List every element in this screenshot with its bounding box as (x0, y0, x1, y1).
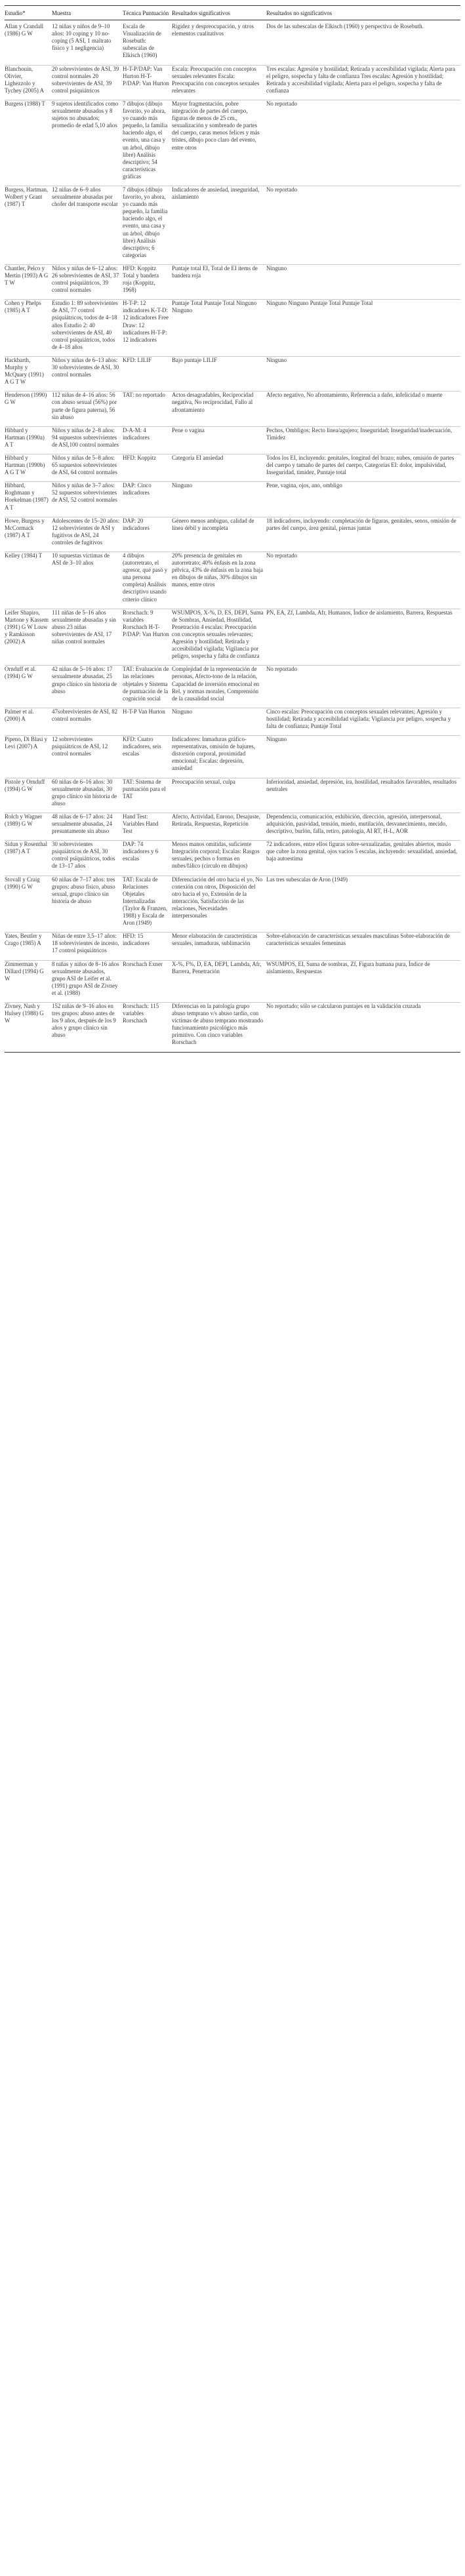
cell-estudio: Hibbard y Hartman (1990b) A G T W (5, 454, 52, 481)
cell-significativos: Escala: Preocupación con conceptos sexuales relevantes Escala: Preocupación con conceptos sexuales relevantes (172, 65, 266, 100)
cell-significativos: Actos desagradables, Reciprocidad negativa, No reciprocidad, Fallo al afrontamiento (172, 392, 266, 426)
cell-estudio: Kelley (1984) T (5, 552, 52, 609)
cell-tecnica: DAP: Cinco indicadores (123, 482, 172, 517)
cell-significativos: Diferencias en la patología grupo abuso temprano v/s abuso tardío, con víctimas de abuso temprano mostrando funcionamiento psicológico más primitivo. Con cinco variables Rorschach (172, 1002, 266, 1052)
table-row (5, 875, 460, 933)
cell-no-significativos: Inferioridad, ansiedad, depresión, ira, hostilidad, resultados favorables, resultados neutrales (266, 778, 460, 813)
table-row (5, 186, 460, 264)
cell-estudio: Yates, Beutler y Crago (1985) A (5, 933, 52, 960)
cell-estudio: Hackbarth, Murphy y McQuary (1991) A G T W (5, 356, 52, 391)
cell-muestra: Niños y niñas de 3–7 años: 52 supuestos sobrevivientes de ASI, 52 control normales (52, 482, 123, 517)
cell-estudio: Ornduff et al. (1994) G W (5, 666, 52, 708)
cell-estudio: Blanchouin, Olivier, Lighezzolo y Tychey (2005) A (5, 65, 52, 100)
cell-muestra: Adolescentes de 15–20 años: 12 sobrevivientes de ASI y fugitivos de ASI, 24 controles de fugitivos (52, 517, 123, 552)
cell-significativos: Puntaje Total Puntaje Total Ninguno Ninguno (172, 300, 266, 357)
cell-tecnica: Rorschach: 9 variables Rorschach H-T-P/DAP: Van Hurton (123, 609, 172, 666)
cell-no-significativos: Cinco escalas: Preocupación con conceptos sexuales relevantes; Agresión y hostilidad; Retirada y accesibilidad vigilada; Vigilancia por peligro, sospecha y falta de confianza; Puntaje Total (266, 708, 460, 735)
table-row (5, 813, 460, 840)
cell-estudio: Zimmerman y Dillard (1994) G W (5, 960, 52, 1002)
cell-significativos: Afecto, Actividad, Enrono, Desajuste, Retirada, Respuestas, Repetición (172, 813, 266, 840)
cell-estudio: Stovall y Craig (1990) G W (5, 875, 52, 933)
cell-no-significativos: Ninguno (266, 356, 460, 391)
cell-no-significativos: Todos los EI, incluyendo: genitales, longitud del brazo; nubes, omisión de partes del cuerpo y tamaño de partes del cuerpo, Categorías EI: dolor, impulsividad, Inseguridad, timidez, Puntaje total (266, 454, 460, 481)
table-row (5, 708, 460, 735)
cell-tecnica: DAP: 74 indicadores y 6 escalas (123, 841, 172, 875)
cell-muestra: 112 niñas de 4–16 años: 56 con abuso sexual (56%) por parte de figura paterna), 56 sin abuso (52, 392, 123, 426)
header-no-significativos: Resultados no significativos (266, 6, 460, 20)
cell-significativos: Rigidez y despreocupación, y otros elementos cualitativos (172, 20, 266, 65)
cell-estudio: Sidun y Rosenthal (1987) A T (5, 841, 52, 875)
cell-tecnica: 7 dibujos (dibujo favorito, yo ahora, yo cuando más pequeño, la familia haciendo algo, el evento, una casa y un árbol, dibujo libre) Análisis descriptivo; 54 características gráficas (123, 100, 172, 186)
cell-tecnica: TAT: Sistema de puntuación para el TAT (123, 778, 172, 813)
header-significativos: Resultados significativos (172, 6, 266, 20)
cell-significativos: WSUMPOS, X-%, D, ES, DEPI, Suma de Sombras, Ansiedad, Hostilidad, Penetración 4 escalas: Preocupación con conceptos sexuales relevantes; Agresión y hostilidad; Retirada y accesibilidad vigilada; Vigilancia por peligro, sospecha y falta de confianza (172, 609, 266, 666)
table-row (5, 778, 460, 813)
cell-significativos: X-%, F%, D, EA, DEPI, Lambda, Afr, Barrera, Penetración (172, 960, 266, 1002)
cell-muestra: Niños y niñas de 2–8 años: 94 supuestos sobrevivientes de ASI,100 control normales (52, 426, 123, 454)
cell-no-significativos: No reportado (266, 186, 460, 264)
cell-significativos: Diferenciación del otro hacia el yo, No conexión con otros, Disposición del otro hacia el yo, Extensión de la interacción, Satisfacción de las relaciones, Necesidades interpersonales (172, 875, 266, 933)
cell-muestra: 152 niñas de 9–16 años en tres grupos: abuso antes de los 9 años, después de los 9 años y grupo clínico sin abuso (52, 1002, 123, 1052)
cell-muestra: 47sobrevivientes de ASI, 82 control normales (52, 708, 123, 735)
cell-estudio: Leifer Shapiro, Martone y Kassem (1991) G W Louw y Ramkisson (2002) A (5, 609, 52, 666)
header-row (5, 6, 460, 20)
cell-no-significativos: Pechos, Ombligos; Recto línea/agujero; Inseguridad; Inseguridad/inadecuación, Timidez (266, 426, 460, 454)
table-row (5, 1002, 460, 1052)
cell-estudio: Zivney, Nash y Hulsey (1988) G W (5, 1002, 52, 1052)
cell-muestra: 12 niñas de 6–9 años sexualmente abusadas por chofer del transporte escolar (52, 186, 123, 264)
cell-significativos: Bajo puntaje LILIF (172, 356, 266, 391)
cell-estudio: Henderson (1990) G W (5, 392, 52, 426)
cell-tecnica: TAT: Escala de Relaciones Objetales Internalizadas (Taylor & Franzen, 1988) y Escala de Aron (1949) (123, 875, 172, 933)
table-row (5, 841, 460, 875)
table-row (5, 517, 460, 552)
cell-tecnica: DAP: 20 indicadores (123, 517, 172, 552)
cell-muestra: 30 sobrevivientes psiquiátricos de ASI, 30 control psiquiátricos, todos de 13–17 años (52, 841, 123, 875)
table-row (5, 356, 460, 391)
table-row (5, 264, 460, 299)
cell-tecnica: H-T-P/DAP: Van Hurton H-T-P/DAP: Van Hurton (123, 65, 172, 100)
cell-muestra: Niñas de entre 3,5–17 años: 18 sobrevivientes de incesto, 17 control psiquiátricos (52, 933, 123, 960)
header-tecnica: Técnica Puntuación (123, 6, 172, 20)
cell-no-significativos: Ninguno (266, 264, 460, 299)
cell-no-significativos: WSUMPOS, EI, Suma de sombras, Zf, Figura humana pura, Índice de aislamiento, Respuestas (266, 960, 460, 1002)
cell-significativos: Menos manos omitidas, suficiente Integración corporal; Escalas: Rasgos sexuales, pechos o formas en nubes/fálico (círculo en dibujos) (172, 841, 266, 875)
cell-muestra: Estudio 1: 89 sobrevivientes de ASI, 77 control psiquiátricos, todos de 4–18 años Estudio 2: 40 sobrevivientes de ASI, 40 control psiquiátricos, todos de 4–18 años (52, 300, 123, 357)
cell-estudio: Chantler, Pelco y Mertin (1993) A G T W (5, 264, 52, 299)
studies-table (5, 5, 460, 1053)
cell-muestra: Niños y niñas de 6–13 años: 30 sobrevivientes de ASI, 30 control normales (52, 356, 123, 391)
cell-significativos: Mayor fragmentación, pobre integración de partes del cuerpo, figuras de menos de 25 cm., sexualización y sombreado de partes del cuerpo, caras menos felices y más tristes, dibujo poco claro del evento, entre otros (172, 100, 266, 186)
table-row (5, 454, 460, 481)
table-row (5, 933, 460, 960)
cell-muestra: 42 niñas de 5–16 años: 17 sexualmente abusadas, 25 grupo clínico sin historia de abuso (52, 666, 123, 708)
table-row (5, 552, 460, 609)
cell-no-significativos: No reportado (266, 100, 460, 186)
cell-estudio: Pistole y Ornduff (1994) G W (5, 778, 52, 813)
table-row (5, 392, 460, 426)
cell-tecnica: KFD: Cuatro indicadores, seis escalas (123, 736, 172, 778)
cell-no-significativos: Afecto negativo, No afrontamiento, Referencia a daño, infelicidad o muerte (266, 392, 460, 426)
cell-tecnica: D-A-M: 4 indicadores (123, 426, 172, 454)
cell-tecnica: Hand Test: Variables Hand Test (123, 813, 172, 840)
cell-estudio: Howe, Burgess y McCormack (1987) A T (5, 517, 52, 552)
cell-no-significativos: Sobre-elaboración de características sexuales masculinas Sobre-elaboración de características sexuales femeninas (266, 933, 460, 960)
cell-significativos: Género menos ambiguo, calidad de línea débil y incompleta (172, 517, 266, 552)
cell-no-significativos: Ninguno Ninguno Puntaje Total Puntaje Total (266, 300, 460, 357)
cell-estudio: Burgess, Hartman, Wolbert y Grant (1987) T (5, 186, 52, 264)
cell-tecnica: Escala de Visualización de Rosebuth: subescalas de Elkisch (1960) (123, 20, 172, 65)
table-row (5, 300, 460, 357)
cell-muestra: 8 niñas y niños de 8–16 años sexualmente abusados, grupo ASI de Leifer et al. (1991) grupo ASI de Zivney et al. (1988) (52, 960, 123, 1002)
cell-significativos: Indicadores de ansiedad, inseguridad, aislamiento (172, 186, 266, 264)
cell-significativos: Categoría EI ansiedad (172, 454, 266, 481)
cell-estudio: Allan y Crandall (1986) G W (5, 20, 52, 65)
cell-no-significativos: 72 indicadores, entre ellos figuras sobre-sexualizadas, genitales abiertos, muslo que cubre la zona genital, ojos vacíos 5 escalas, incluyendo: sexualidad, ansiedad, baja autoestima (266, 841, 460, 875)
cell-estudio: Cohen y Phelps (1985) A T (5, 300, 52, 357)
cell-no-significativos: 18 indicadores, incluyendo: completación de figuras, genitales, senos, omisión de partes del cuerpo, área genital, piernas juntas (266, 517, 460, 552)
cell-estudio: Rolch y Wagner (1989) G W (5, 813, 52, 840)
cell-no-significativos: Tres escalas: Agresión y hostilidad; Retirada y accesibilidad vigilada; Alerta para el peligro, sospecha y falta de confianza Tres escalas: Agresión y hostilidad; Retirada y accesibilidad vigilada; Alerta para el peligro, sospecha y falta de confianza (266, 65, 460, 100)
cell-tecnica: TAT: Evaluación de las relaciones objetales y Sistema de puntuación de la cognición social (123, 666, 172, 708)
cell-significativos: Ninguno (172, 482, 266, 517)
cell-muestra: 111 niñas de 5–16 años sexualmente abusadas y sin abuso 23 niñas sobrevivientes de ASI, 17 niñas control normales (52, 609, 123, 666)
table-row (5, 20, 460, 65)
cell-significativos: Ninguno (172, 708, 266, 735)
cell-tecnica: H-T-P: 12 indicadores K-T-D: 12 indicadores Free Draw: 12 indicadores H-T-P: 12 indicadores (123, 300, 172, 357)
cell-tecnica: 7 dibujos (dibujo favorito, yo ahora, yo cuando más pequeño, la familia haciendo algo, el evento, una casa y un árbol, dibujo libre) Análisis descriptivo; 6 categorías (123, 186, 172, 264)
cell-significativos: Menor elaboración de características sexuales, inmaduras, sublimación (172, 933, 266, 960)
cell-tecnica: Rorschach Exner (123, 960, 172, 1002)
cell-muestra: 60 niñas de 6–16 años: 30 sexualmente abusadas, 30 grupo clínico sin historia de abuso (52, 778, 123, 813)
cell-estudio: Hibbard, Roghmann y Hoekelman (1987) A T (5, 482, 52, 517)
cell-no-significativos: Dependencia, comunicación, exhibición, dirección, agresión, interpersonal, adquisición, pasividad, tensión, miedo, mutilación, desvanecimiento, mecido, descriptivo, burlón, falla, retiro, patología, AI RT, H-L, AOR (266, 813, 460, 840)
cell-muestra: 9 sujetos identificados como sexualmente abusados y 8 sujetos no abusados; promedio de edad 5,10 años (52, 100, 123, 186)
cell-significativos: Indicadores: Inmaduras gráfico-representativas, omisión de bajures, distorsión corporal, proximidad emocional; Escalas: depresión, ansiedad (172, 736, 266, 778)
cell-tecnica: H-T-P Van Hurton (123, 708, 172, 735)
cell-tecnica: 4 dibujos (autorretrato, el agresor, qué pasó y una persona completa) Análisis descriptivo usando criterio clínico (123, 552, 172, 609)
cell-muestra: 60 niñas de 7–17 años: tres grupos: abuso físico, abuso sexual, grupo clínico sin historia de abuso (52, 875, 123, 933)
table-row (5, 100, 460, 186)
cell-muestra: 20 sobrevivientes de ASI, 39 control normales 20 sobrevivientes de ASI, 39 control psiquiátricos (52, 65, 123, 100)
cell-tecnica: KFD: LILIF (123, 356, 172, 391)
cell-no-significativos: Ninguno (266, 736, 460, 778)
cell-no-significativos: No reportado (266, 666, 460, 708)
cell-tecnica: HFD: Koppitz (123, 454, 172, 481)
cell-muestra: 12 sobrevivientes psiquiátricos de ASI, 12 control normales (52, 736, 123, 778)
table-body (5, 20, 460, 1052)
table-header (5, 6, 460, 20)
table-row (5, 666, 460, 708)
table-row (5, 426, 460, 454)
cell-tecnica: TAT: no reportado (123, 392, 172, 426)
cell-estudio: Hibbard y Hartman (1990a) A T (5, 426, 52, 454)
table-row (5, 65, 460, 100)
cell-significativos: Preocupación sexual, culpa (172, 778, 266, 813)
table-row (5, 960, 460, 1002)
cell-muestra: Niños y niñas de 5–8 años: 65 supuestos sobrevivientes de ASI, 64 control normales (52, 454, 123, 481)
header-muestra: Muestra (52, 6, 123, 20)
cell-tecnica: Rorschach: 115 variables Rorschach (123, 1002, 172, 1052)
cell-tecnica: HFD: 15 indicadores (123, 933, 172, 960)
cell-muestra: 10 supuestas víctimas de ASI de 3–10 años (52, 552, 123, 609)
cell-significativos: Pene o vagina (172, 426, 266, 454)
cell-no-significativos: No reportado (266, 552, 460, 609)
cell-muestra: 48 niñas de 6–17 años: 24 sexualmente abusadas, 24 presuntamente sin abuso (52, 813, 123, 840)
table-row (5, 482, 460, 517)
cell-estudio: Burgess (1988) T (5, 100, 52, 186)
cell-no-significativos: Las tres subescalas de Aron (1949) (266, 875, 460, 933)
cell-estudio: Palmer et al. (2000) A (5, 708, 52, 735)
cell-estudio: Pipeno, Di Blasi y Levi (2007) A (5, 736, 52, 778)
cell-significativos: Complejidad de la representación de personas, Afecto-tono de la relación, Capacidad de inversión emocional en Rel. y normas morales, Comprensión de la causalidad social (172, 666, 266, 708)
cell-no-significativos: Pene, vagina, ojos, ano, ombligo (266, 482, 460, 517)
cell-significativos: Puntaje total EI, Total de EI ítems de bandera roja (172, 264, 266, 299)
table-row (5, 736, 460, 778)
header-estudio: Estudio* (5, 6, 52, 20)
cell-no-significativos: No reportado; sólo se calcularon puntajes en la validación cruzada (266, 1002, 460, 1052)
cell-no-significativos: Dos de las subescalas de Elkisch (1960) y perspectiva de Rosebuth. (266, 20, 460, 65)
cell-muestra: Niños y niñas de 6–12 años: 26 sobrevivientes de ASI, 37 control psiquiátricos, 39 control normales (52, 264, 123, 299)
table-row (5, 609, 460, 666)
cell-significativos: 20% presencia de genitales en autorretrato; 40% énfasis en la zona pélvica, 43% de énfasis en la zona baja en dibujos de niñas, 30% dibujos sin manos, entre otros (172, 552, 266, 609)
cell-muestra: 12 niñas y niños de 9–10 años: 10 coping y 10 no-coping (5 ASI, 1 maltrato físico y 1 negligencia) (52, 20, 123, 65)
cell-no-significativos: PN, EA, Zf, Lambda, Afr, Humanos, Índice de aislamiento, Barrera, Respuestas (266, 609, 460, 666)
cell-tecnica: HFD: Koppitz Total y bandera roja (Koppitz, 1968) (123, 264, 172, 299)
